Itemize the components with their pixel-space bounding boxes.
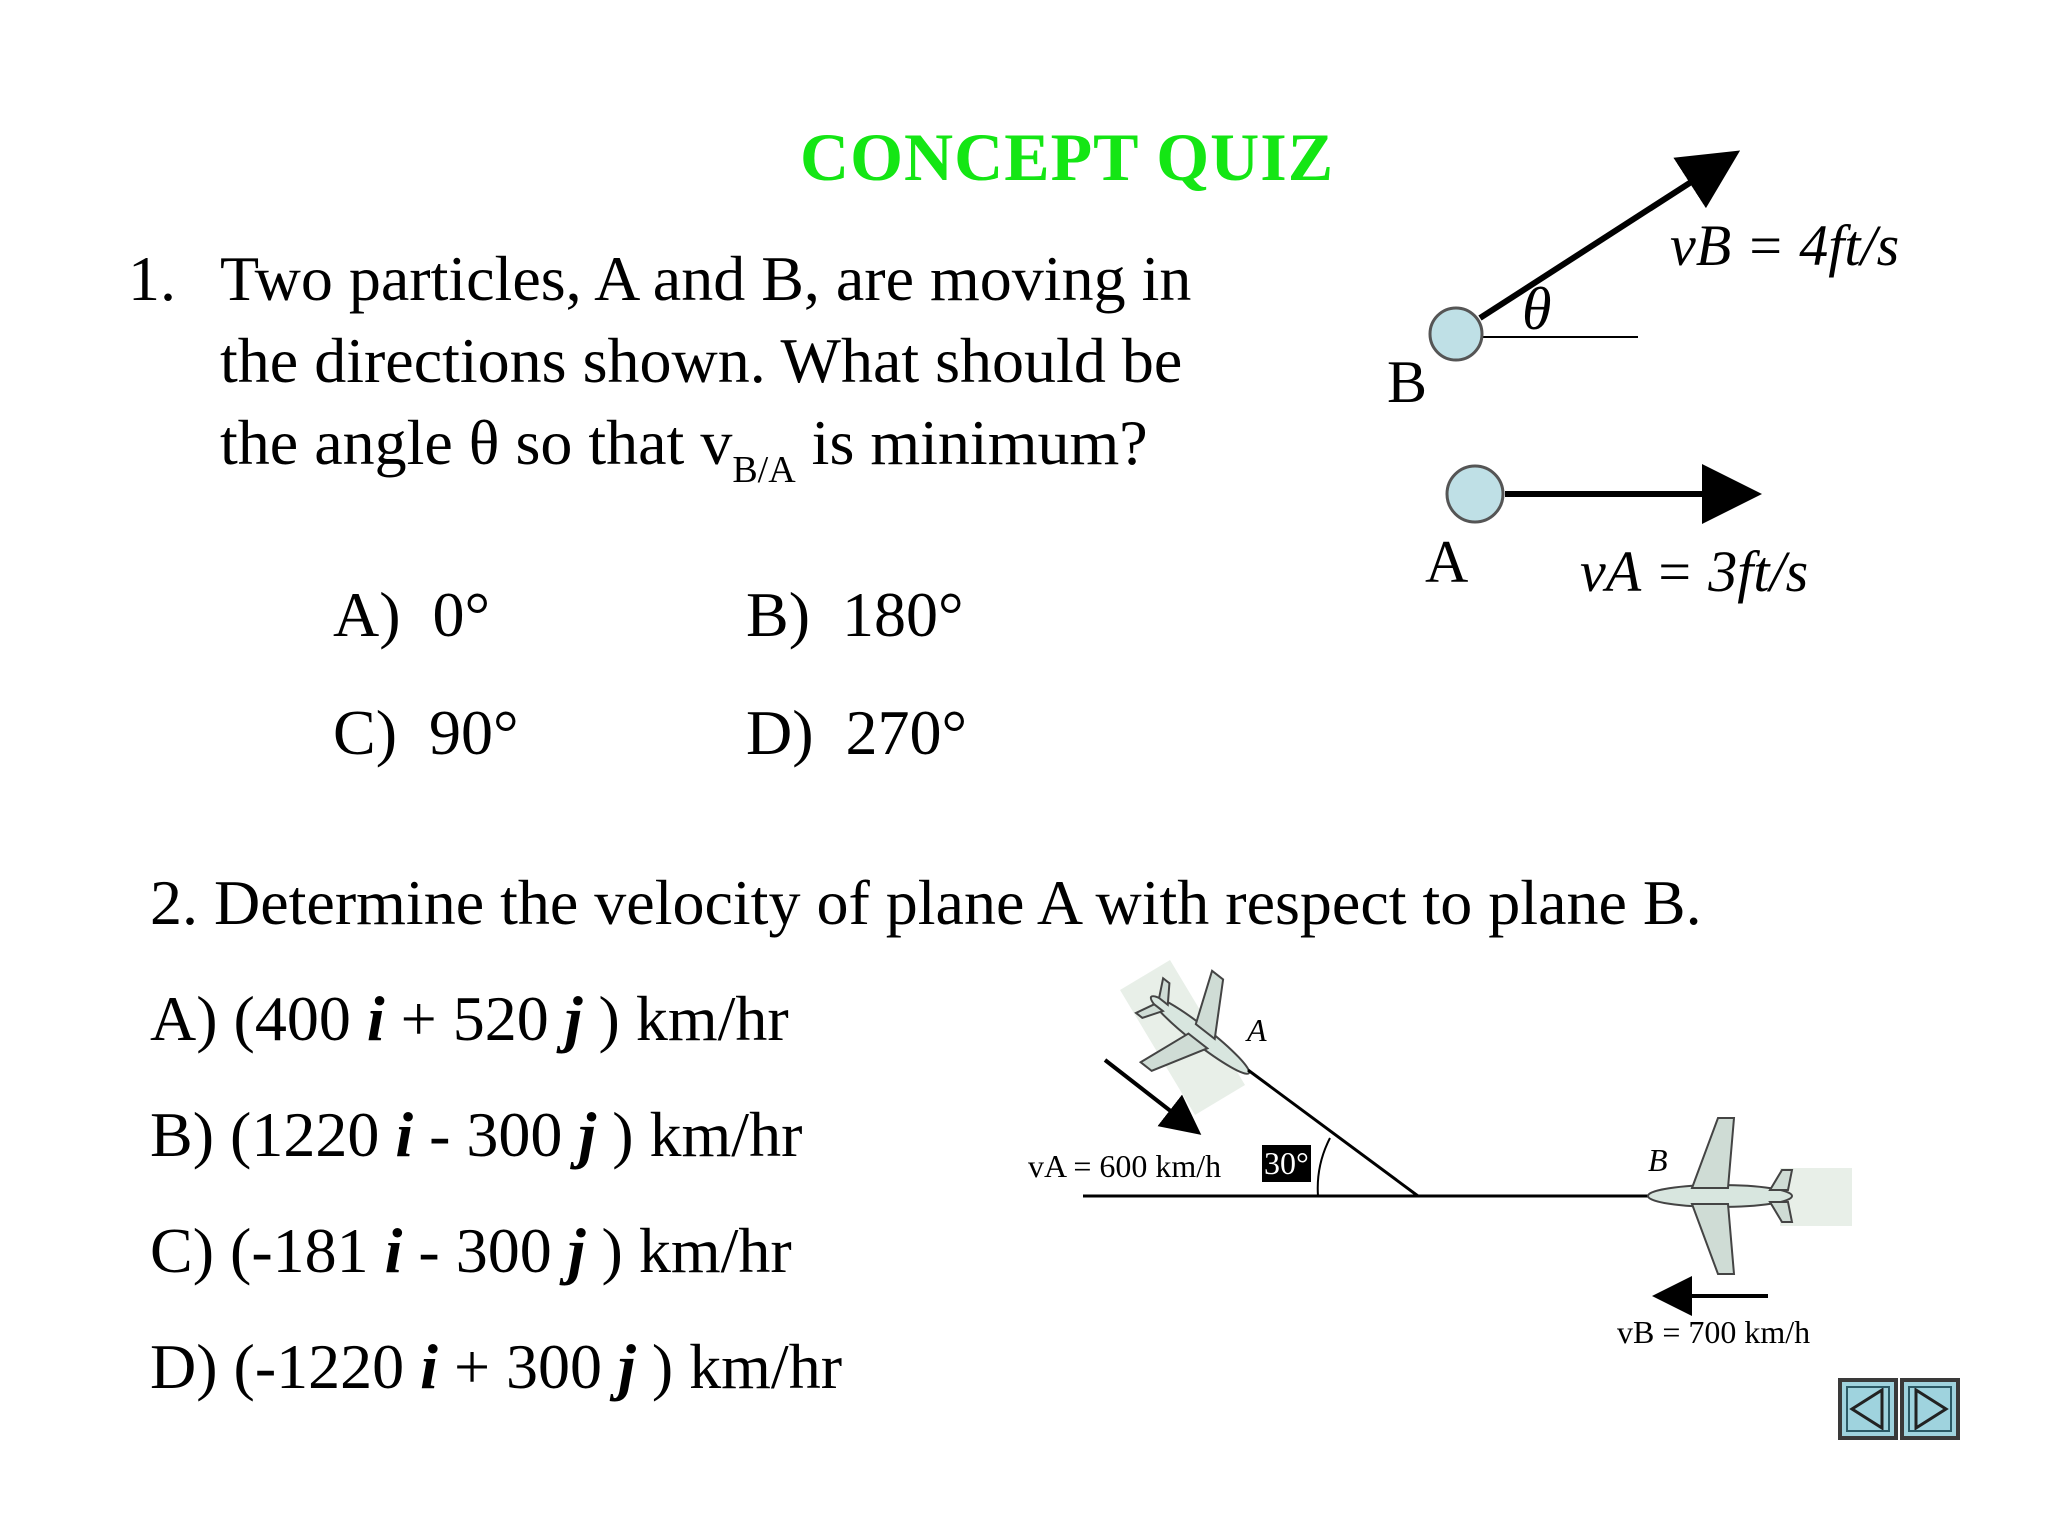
va-label: vA = 3ft/s [1580, 539, 1809, 604]
angle-arc [1318, 1138, 1330, 1196]
question-1-line2: the directions shown. What should be [220, 325, 1183, 396]
q2-option-b[interactable]: B) (1220 i - 300 j ) km/hr [150, 1099, 803, 1170]
q1-option-b[interactable]: B) 180° [746, 579, 964, 650]
vb-label: vB = 4ft/s [1670, 213, 1900, 278]
q1-option-c[interactable]: C) 90° [333, 697, 519, 768]
next-slide-button[interactable] [1900, 1378, 1960, 1440]
particle-a-label: A [1425, 529, 1469, 595]
question-2-prompt: 2. Determine the velocity of plane A with respect to plane B. [150, 867, 1702, 938]
va-speed-label: vA = 600 km/h [1028, 1148, 1222, 1184]
previous-slide-button[interactable] [1838, 1378, 1898, 1440]
particle-b-label: B [1387, 349, 1428, 415]
theta-label: θ [1522, 276, 1552, 342]
vb-speed-label: vB = 700 km/h [1617, 1314, 1811, 1350]
triangle-right-icon [1904, 1382, 1956, 1436]
plane-a-label: A [1247, 1012, 1267, 1048]
question-1-line3: the angle θ so that $v_{B/A}$ is minimum? [220, 407, 1148, 491]
plane-b-label: B [1648, 1142, 1668, 1178]
triangle-left-icon [1842, 1382, 1894, 1436]
angle-label: 30° [1264, 1145, 1309, 1181]
question-1-number: 1. [128, 243, 176, 314]
plane-b-icon [1648, 1118, 1792, 1274]
q1-option-a[interactable]: A) 0° [333, 579, 491, 650]
q2-option-c[interactable]: C) (-181 i - 300 j ) km/hr [150, 1215, 792, 1286]
quiz-title: CONCEPT QUIZ [800, 119, 1335, 195]
question-1-line1: Two particles, A and B, are moving in [220, 243, 1192, 314]
q2-option-d[interactable]: D) (-1220 i + 300 j ) km/hr [150, 1331, 842, 1402]
q2-option-a[interactable]: A) (400 i + 520 j ) km/hr [150, 983, 789, 1054]
q1-option-d[interactable]: D) 270° [746, 697, 968, 768]
